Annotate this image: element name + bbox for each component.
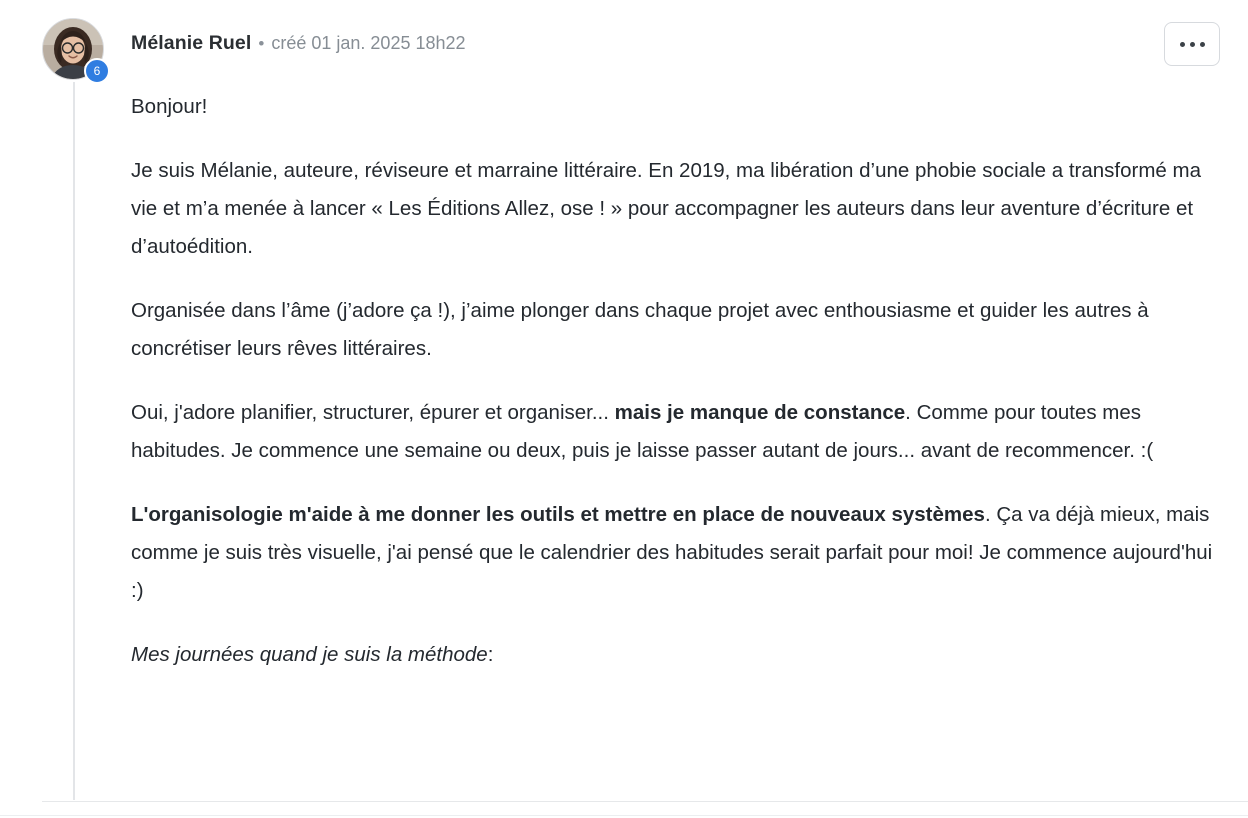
post-text-italic: Mes journées quand je suis la méthode: [131, 643, 488, 666]
post-text: Organisée dans l’âme (j’adore ça !), j’aime plonger dans chaque projet avec enthousiasme et guider les autres à concrétiser leurs rêves littéraires.: [131, 299, 1149, 360]
page-divider: [0, 815, 1248, 816]
more-options-button[interactable]: [1164, 22, 1220, 66]
post-author-name[interactable]: Mélanie Ruel: [131, 32, 252, 54]
post-meta: [131, 32, 466, 55]
post-created-timestamp: créé 01 jan. 2025 18h22: [271, 33, 466, 53]
avatar-badge-count: 6: [84, 58, 110, 84]
post-paragraph: [131, 394, 1216, 470]
post-text: . Comme pour toutes mes habitudes. Je commence une semaine ou deux, puis je laisse passer autant de jours... avant de recommencer. :(: [131, 401, 1154, 462]
post-text: :: [487, 643, 494, 666]
ellipsis-icon: [1200, 42, 1205, 47]
ellipsis-icon: [1180, 42, 1185, 47]
post-paragraph: [131, 636, 1216, 674]
post-paragraph: [131, 152, 1216, 266]
post-body: [131, 88, 1216, 700]
post-text: Bonjour!: [131, 95, 208, 118]
post-text: Oui, j'adore planifier, structurer, épurer et organiser...: [131, 401, 615, 424]
meta-separator: •: [258, 34, 265, 53]
post-divider: [42, 801, 1248, 802]
post-paragraph: [131, 292, 1216, 368]
post-paragraph: [131, 496, 1216, 610]
post-text: Je suis Mélanie, auteure, réviseure et marraine littéraire. En 2019, ma libération d’une phobie sociale a transformé ma vie et m’a menée à lancer « Les Éditions Allez, ose ! » pour accompagner les auteurs dans leur aventure d’écriture et d’autoédition.: [131, 159, 1201, 258]
post-text-bold: L'organisologie m'aide à me donner les outils et mettre en place de nouveaux systèmes: [131, 503, 985, 526]
post-header: [0, 0, 1248, 88]
post-text-bold: mais je manque de constance: [614, 401, 906, 424]
ellipsis-icon: [1190, 42, 1195, 47]
post-paragraph: [131, 88, 1216, 126]
avatar[interactable]: [42, 18, 104, 80]
post-text: . Ça va déjà mieux, mais comme je suis très visuelle, j'ai pensé que le calendrier des habitudes serait parfait pour moi! Je commence aujourd'hui :): [131, 503, 1213, 602]
thread-line: [73, 82, 75, 800]
